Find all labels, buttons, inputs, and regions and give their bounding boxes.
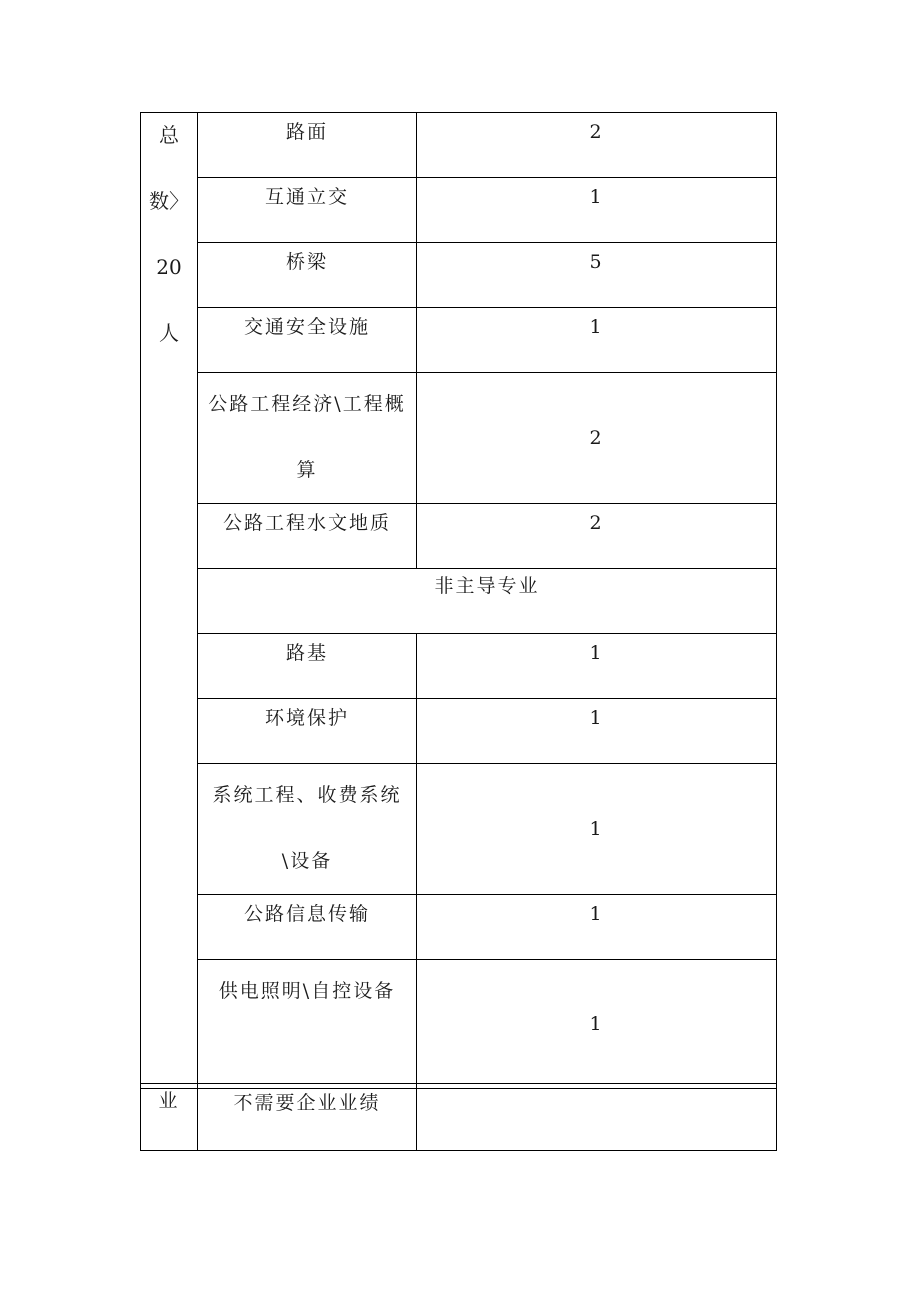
count-cell: 1: [417, 634, 777, 699]
specialty-cell: 系统工程、收费系统\设备: [198, 764, 417, 895]
staffing-table: [140, 112, 777, 1089]
count-cell: 1: [417, 699, 777, 764]
specialty-cell: 路面: [198, 113, 417, 178]
total-staff-cell: [141, 113, 198, 1089]
table-row: [141, 634, 777, 699]
performance-value-cell: [417, 1084, 777, 1151]
specialty-cell: 互通立交: [198, 178, 417, 243]
side-label-char: 人: [159, 321, 179, 345]
section-header-cell: 非主导专业: [198, 569, 777, 634]
specialty-cell: 环境保护: [198, 699, 417, 764]
table-row: [141, 1084, 777, 1151]
count-cell: 1: [417, 178, 777, 243]
side-label-char: 20: [156, 255, 182, 279]
performance-table: [140, 1083, 777, 1151]
count-cell: 2: [417, 373, 777, 504]
specialty-cell: 桥梁: [198, 243, 417, 308]
performance-label-cell: 不需要企业业绩: [198, 1084, 417, 1151]
specialty-cell: 公路信息传输: [198, 895, 417, 960]
specialty-cell: 交通安全设施: [198, 308, 417, 373]
count-cell: 2: [417, 113, 777, 178]
performance-side-cell: 业: [141, 1084, 198, 1151]
count-cell: 1: [417, 895, 777, 960]
specialty-cell: 路基: [198, 634, 417, 699]
count-cell: 1: [417, 308, 777, 373]
specialty-cell: 供电照明\自控设备: [198, 960, 417, 1089]
table-row: [141, 308, 777, 373]
table-row: [141, 764, 777, 895]
table-row: [141, 569, 777, 634]
table-row: [141, 699, 777, 764]
count-cell: 1: [417, 960, 777, 1089]
table-row: [141, 113, 777, 178]
table-row: [141, 373, 777, 504]
count-cell: 1: [417, 764, 777, 895]
side-label-char: 总: [159, 123, 179, 147]
count-cell: 2: [417, 504, 777, 569]
table-row: [141, 960, 777, 1089]
table-row: [141, 895, 777, 960]
table-row: [141, 178, 777, 243]
table-row: [141, 243, 777, 308]
count-cell: 5: [417, 243, 777, 308]
table-row: [141, 504, 777, 569]
specialty-cell: 公路工程经济\工程概算: [198, 373, 417, 504]
specialty-cell: 公路工程水文地质: [198, 504, 417, 569]
side-label-char: 数〉: [149, 189, 189, 213]
